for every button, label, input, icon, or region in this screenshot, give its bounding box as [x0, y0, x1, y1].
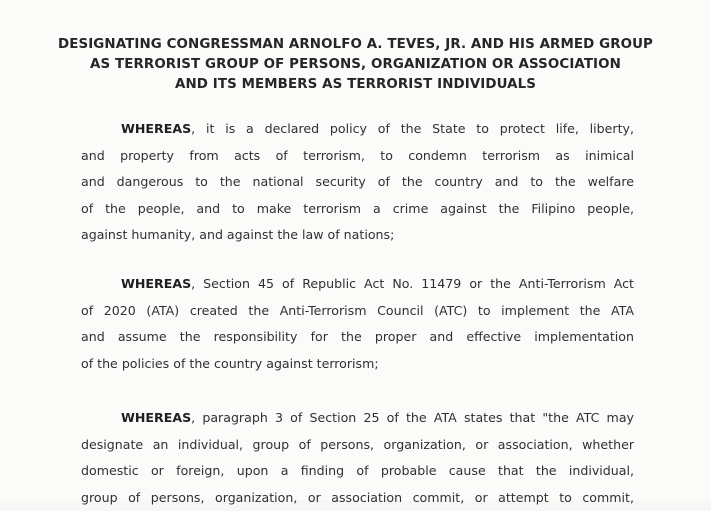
title-line-2: AS TERRORIST GROUP OF PERSONS, ORGANIZATION OR ASSOCIATION	[90, 57, 621, 72]
paragraph-line: and property from acts of terrorism, to condemn terrorism as inimical	[81, 147, 634, 163]
paragraph-line: WHEREAS, it is a declared policy of the State to protect life, liberty,	[121, 121, 634, 136]
whereas-lead: WHEREAS	[121, 276, 192, 291]
paragraph-line: of 2020 (ATA) created the Anti-Terrorism Council (ATC) to implement the ATA	[81, 302, 634, 318]
whereas-lead: WHEREAS	[121, 121, 192, 136]
paragraph-line: against humanity, and against the law of nations;	[81, 227, 395, 243]
paragraph-line: and dangerous to the national security of the country and to the welfare	[81, 174, 634, 190]
paragraph-line: and assume the responsibility for the proper and effective implementation	[81, 329, 634, 345]
whereas-lead: WHEREAS	[121, 410, 192, 425]
whereas-paragraph-2	[81, 271, 634, 377]
paragraph-line: WHEREAS, Section 45 of Republic Act No. 11479 or the Anti-Terrorism Act	[121, 276, 634, 291]
title-line-1: DESIGNATING CONGRESSMAN ARNOLFO A. TEVES, JR. AND HIS ARMED GROUP	[58, 37, 653, 52]
paragraph-line: of the people, and to make terrorism a crime against the Filipino people,	[81, 200, 634, 216]
document-title	[0, 35, 711, 95]
paragraph-line: domestic or foreign, upon a finding of probable cause that the individual,	[81, 463, 634, 479]
paragraph-line: group of persons, organization, or association commit, or attempt to commit,	[81, 489, 634, 505]
paragraph-line: of the policies of the country against terrorism;	[81, 355, 379, 371]
whereas-paragraph-3	[81, 405, 634, 511]
title-line-3: AND ITS MEMBERS AS TERRORIST INDIVIDUALS	[175, 77, 536, 92]
paragraph-line: WHEREAS, paragraph 3 of Section 25 of the ATA states that "the ATC may	[121, 410, 634, 425]
whereas-paragraph-1	[81, 116, 634, 249]
paragraph-line: designate an individual, group of persons, organization, or association, whether	[81, 436, 634, 452]
